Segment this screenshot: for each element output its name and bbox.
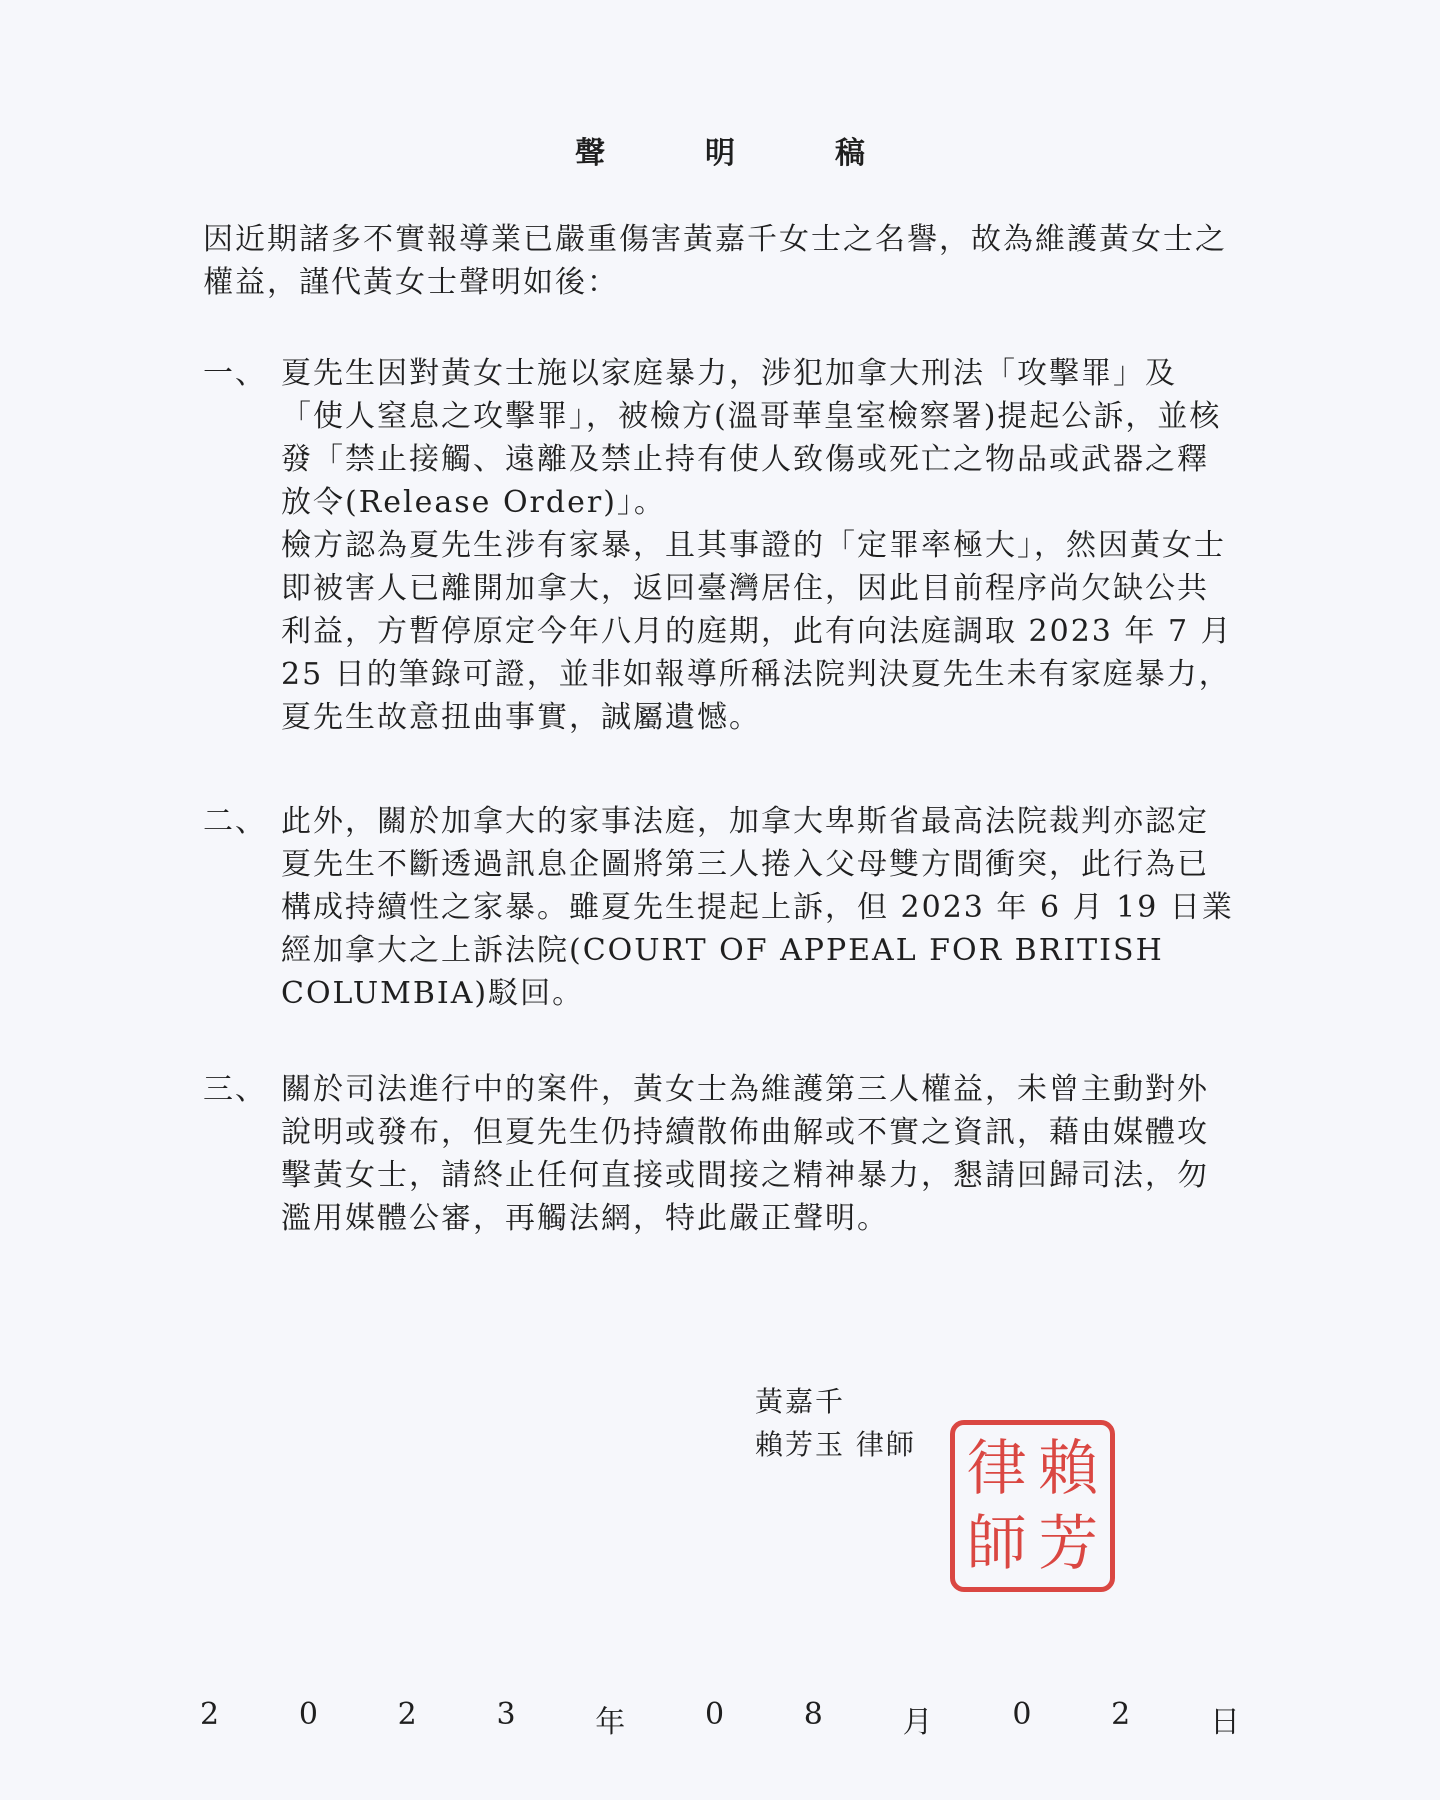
seal-char: 賴 <box>1038 1433 1099 1504</box>
seal-char: 律 <box>966 1433 1027 1504</box>
item-paragraph: 夏先生因對黃女士施以家庭暴力，涉犯加拿大刑法「攻擊罪」及「使人窒息之攻擊罪」，被檢方(溫哥華皇室檢察署)提起公訴，並核發「禁止接觸、遠離及禁止持有使人致傷或死亡之物品或武器之釋放令(Release Order)」。 <box>281 356 1222 520</box>
item-number: 三、 <box>203 1072 267 1107</box>
date-char: 3 <box>496 1697 516 1732</box>
date-char: 日 <box>1209 1705 1240 1740</box>
title-char: 明 <box>705 136 735 171</box>
date-char: 8 <box>803 1697 823 1732</box>
seal-char: 芳 <box>1038 1508 1099 1579</box>
item-content <box>281 352 1236 739</box>
intro-paragraph: 因近期諸多不實報導業已嚴重傷害黃嘉千女士之名譽，故為維護黃女士之權益，謹代黃女士聲明如後： <box>203 222 1227 300</box>
signatory-name: 黃嘉千 <box>755 1385 846 1418</box>
document-date <box>200 1697 1240 1741</box>
item-number: 二、 <box>203 804 267 839</box>
date-char: 0 <box>298 1697 318 1732</box>
date-char: 2 <box>1111 1697 1131 1732</box>
item-content <box>281 800 1236 1015</box>
lawyer-seal-stamp <box>950 1420 1115 1592</box>
statement-item-1 <box>203 352 1243 739</box>
date-char: 年 <box>595 1705 626 1740</box>
item-paragraph: 關於司法進行中的案件，黃女士為維護第三人權益，未曾主動對外說明或發布，但夏先生仍持續散佈曲解或不實之資訊，藉由媒體攻擊黃女士，請終止任何直接或間接之精神暴力，懇請回歸司法，勿濫用媒體公審，再觸法網，特此嚴正聲明。 <box>281 1072 1209 1236</box>
document-title <box>0 128 1440 172</box>
date-char: 2 <box>397 1697 417 1732</box>
date-char: 2 <box>200 1697 220 1732</box>
signature-block <box>755 1380 916 1466</box>
date-char: 0 <box>704 1697 725 1732</box>
item-number: 一、 <box>203 356 267 391</box>
statement-item-2 <box>203 800 1243 1015</box>
seal-char: 師 <box>966 1508 1027 1579</box>
item-paragraph: 此外，關於加拿大的家事法庭，加拿大卑斯省最高法院裁判亦認定夏先生不斷透過訊息企圖將第三人捲入父母雙方間衝突，此行為已構成持續性之家暴。雖夏先生提起上訴，但 2023 年 6 月 19 日業經加拿大之上訴法院(COURT OF APPEAL FOR BRITISH COLUMBIA)駁回。 <box>281 804 1234 1011</box>
item-paragraph: 檢方認為夏先生涉有家暴，且其事證的「定罪率極大」，然因黃女士即被害人已離開加拿大，返回臺灣居住，因此目前程序尚欠缺公共利益，方暫停原定今年八月的庭期，此有向法庭調取 2023 年 7 月 25 日的筆錄可證，並非如報導所稱法院判決夏先生未有家庭暴力，夏先生故意扭曲事實，誠屬遺憾。 <box>281 528 1233 735</box>
date-char: 月 <box>902 1705 933 1740</box>
item-content <box>281 1068 1236 1240</box>
title-char: 聲 <box>575 136 605 171</box>
date-char: 0 <box>1012 1697 1032 1732</box>
statement-item-3 <box>203 1068 1243 1240</box>
lawyer-name: 賴芳玉 律師 <box>755 1428 916 1461</box>
title-char: 稿 <box>835 136 865 171</box>
